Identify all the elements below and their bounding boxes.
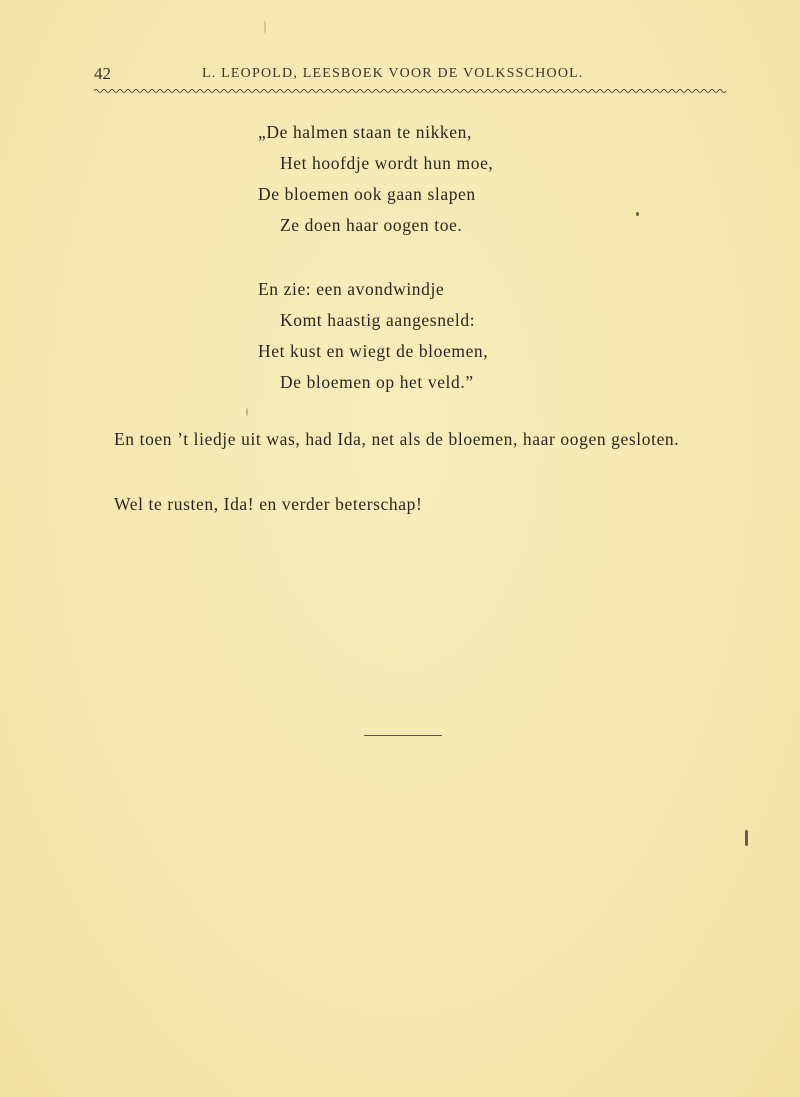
paper-speck xyxy=(246,408,248,416)
paper-speck xyxy=(745,830,748,846)
poem-line: „De halmen staan te nikken, xyxy=(258,122,472,142)
prose-paragraph-1: En toen ’t liedje uit was, had Ida, net als de bloemen, haar oogen gesloten. xyxy=(114,429,680,449)
wavy-header-rule xyxy=(94,86,726,96)
poem-line: Het hoofdje wordt hun moe, xyxy=(280,153,494,173)
poem-line: Ze doen haar oogen toe. xyxy=(280,215,463,235)
poem-line: De bloemen op het veld.” xyxy=(280,372,474,392)
poem-line: En zie: een avondwindje xyxy=(258,279,445,299)
poem-line: Komt haastig aangesneld: xyxy=(280,310,476,330)
paper-speck xyxy=(636,212,639,216)
page-number: 42 xyxy=(94,64,111,83)
end-rule xyxy=(364,735,442,736)
paper-speck xyxy=(264,20,266,34)
poem-line: De bloemen ook gaan slapen xyxy=(258,184,476,204)
running-title: L. LEOPOLD, LEESBOEK VOOR DE VOLKSSCHOOL. xyxy=(202,66,584,81)
page-header xyxy=(94,64,724,88)
poem-stanza-2 xyxy=(258,274,488,398)
prose-paragraph-2: Wel te rusten, Ida! en verder beterschap! xyxy=(114,494,423,514)
poem-line: Het kust en wiegt de bloemen, xyxy=(258,341,489,361)
poem-stanza-1 xyxy=(258,117,493,241)
